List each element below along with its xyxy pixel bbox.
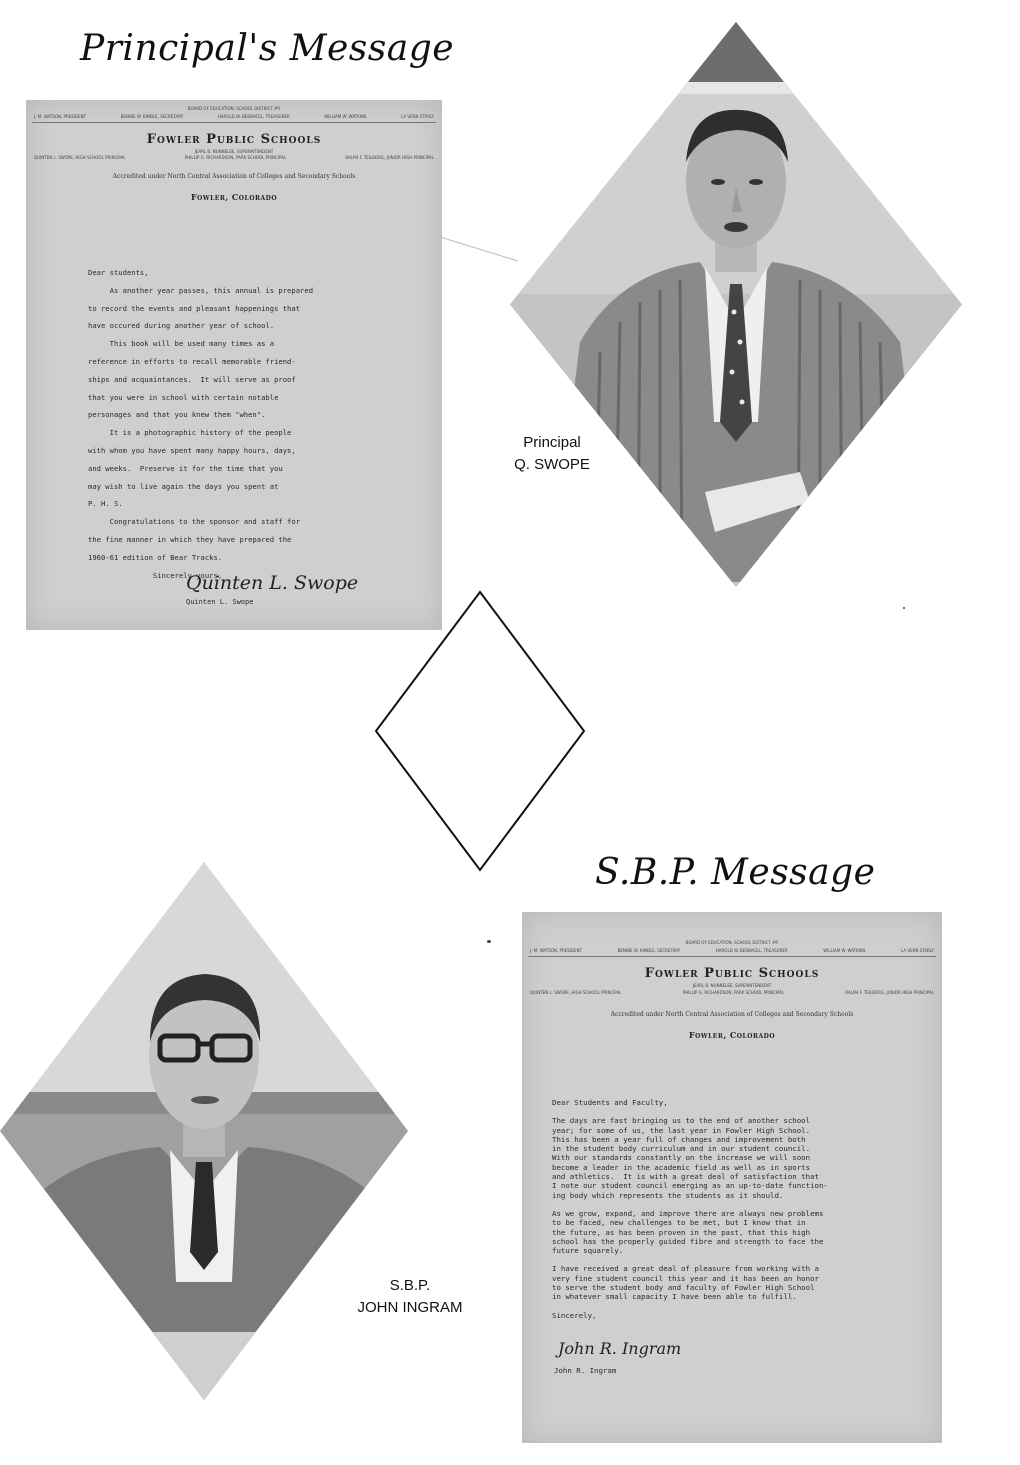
- letter-line: As we grow, expand, and improve there are always new problems: [552, 1208, 824, 1218]
- sbp-message-heading: S.B.P. Message: [595, 852, 876, 893]
- principal-caption-name: Q. SWOPE: [514, 456, 590, 473]
- sbp-signer-name: John R. Ingram: [554, 1366, 617, 1375]
- letter-line: year; for some of us, the last year in Fowler High School.: [552, 1125, 811, 1135]
- principal-caption: [490, 432, 614, 476]
- letter-line: become a leader in the academic field as well as in sports: [552, 1162, 811, 1172]
- letterhead-members: [26, 114, 442, 119]
- letter-line: to be faced, new challenges to be met, but I know that in: [552, 1218, 806, 1228]
- principal-signer-name: Quinten L. Swope: [186, 598, 254, 606]
- letterhead-superintendent: JEARL B. NUNNELEE, SUPERINTENDENT: [692, 983, 772, 988]
- sbp-caption-title: S.B.P.: [389, 1277, 431, 1294]
- letter-line: have occured during another year of school.: [88, 321, 275, 331]
- principal-message-heading: Principal's Message: [80, 28, 455, 69]
- letter-line: P. H. S.: [88, 499, 123, 509]
- letter-line: in whatever small capacity I have been able to fulfill.: [552, 1292, 797, 1302]
- letter-line: ing body which represents the students as it should.: [552, 1190, 784, 1200]
- letterhead-principal: PHILLIP G. RICHARDSON, PARK SCHOOL PRINCIPAL: [184, 155, 287, 160]
- letterhead-city: Fowler, Colorado: [190, 192, 278, 202]
- letter-line: personages and that you knew them "when".: [88, 410, 266, 420]
- letterhead-member: WILLIAM W. WATKINS: [324, 114, 367, 119]
- letter-line: ships and acquaintances. It will serve as proof: [88, 374, 296, 384]
- letter-line: It is a photographic history of the people: [88, 428, 292, 438]
- letter-line: I have received a great deal of pleasure from working with a: [552, 1264, 819, 1274]
- letter-line: future squarely.: [552, 1246, 624, 1256]
- letterhead-principal: RALPH F. TEILBORG, JUNIOR HIGH PRINCIPAL: [845, 990, 934, 995]
- letterhead-member: HAROLD W. BERBACEL, TREASURER: [217, 114, 290, 119]
- letterhead-member: LA VERN STARLY: [901, 948, 934, 953]
- center-diamond-ornament: [374, 590, 586, 872]
- letter-greeting: Dear Students and Faculty,: [552, 1098, 668, 1107]
- letter-line: the fine manner in which they have prepared the: [88, 534, 292, 544]
- letter-line: to serve the student body and faculty of Fowler High School: [552, 1283, 815, 1293]
- letterhead-member: LA VERN STARLY: [401, 114, 434, 119]
- print-speck: [487, 940, 491, 943]
- letter-line: Sincerely yours,: [88, 570, 223, 580]
- decorative-line: [440, 235, 520, 265]
- letterhead-rule: [32, 122, 436, 123]
- letter-line: As another year passes, this annual is prepared: [88, 285, 314, 295]
- letterhead-member: J. M. WATSON, PRESIDENT: [530, 948, 583, 953]
- print-speck: [903, 607, 905, 609]
- letterhead-city: Fowler, Colorado: [688, 1030, 776, 1040]
- letterhead-member: BENNIE W. KIMBLE, SECRETARY: [120, 114, 184, 119]
- letterhead-school-name: Fowler Public Schools: [644, 966, 820, 981]
- letterhead-principal: RALPH F. TEILBORG, JUNIOR HIGH PRINCIPAL: [345, 155, 434, 160]
- sbp-photo: [0, 862, 408, 1400]
- letterhead-member: HAROLD W. BERBACEL, TREASURER: [715, 948, 788, 953]
- letterhead-member: J. M. WATSON, PRESIDENT: [34, 114, 87, 119]
- letterhead-board-line: BOARD OF EDUCATION, SCHOOL DISTRICT #R: [187, 106, 281, 111]
- letterhead-principal: QUINTEN L. SWOPE, HIGH SCHOOL PRINCIPAL: [34, 155, 126, 160]
- letter-line: that you were in school with certain notable: [88, 392, 279, 402]
- letter-paragraph: [552, 1209, 937, 1255]
- letterhead-accreditation: Accredited under North Central Association of Colleges and Secondary Schools: [610, 1011, 854, 1018]
- letter-line: 1960-61 edition of Bear Tracks.: [88, 552, 223, 562]
- letter-line: the future, as has been proven in the past, that this high: [552, 1227, 811, 1237]
- letter-line: very fine student council this year and it has been an honor: [552, 1273, 819, 1283]
- letterhead-principal: PHILLIP G. RICHARDSON, PARK SCHOOL PRINCIPAL: [682, 990, 785, 995]
- letter-paragraph: [552, 1116, 937, 1200]
- letter-line: school has the properly guided fibre and strength to face the: [552, 1236, 824, 1246]
- letterhead-principals: [26, 155, 442, 160]
- principal-photo: [510, 22, 962, 587]
- letterhead-accreditation: Accredited under North Central Association of Colleges and Secondary Schools: [112, 173, 356, 180]
- letterhead-member: BENNIE W. KIMBLE, SECRETARY: [617, 948, 681, 953]
- letter-line: and weeks. Preserve it for the time that you: [88, 463, 283, 473]
- letter-line: The days are fast bringing us to the end of another school: [552, 1116, 811, 1126]
- letter-paragraph: [552, 1264, 937, 1301]
- letter-line: reference in efforts to recall memorable friend-: [88, 356, 296, 366]
- principal-caption-title: Principal: [523, 434, 581, 451]
- principal-portrait: [510, 22, 962, 587]
- letter-line: This book will be used many times as a: [88, 339, 275, 349]
- principal-letter: [26, 100, 442, 630]
- sbp-letter-body: [552, 1098, 937, 1329]
- letterhead-superintendent: JEARL B. NUNNELEE, SUPERINTENDENT: [194, 149, 274, 154]
- sbp-portrait: [0, 862, 408, 1400]
- letterhead-principals: [522, 990, 942, 995]
- letter-line: in the student body curriculum and in our student council.: [552, 1144, 811, 1154]
- letter-line: I note our student council emerging as an up-to-date function-: [552, 1181, 828, 1191]
- letterhead-principal: QUINTEN L. SWOPE, HIGH SCHOOL PRINCIPAL: [530, 990, 622, 995]
- letter-line: Dear students,: [88, 268, 149, 277]
- letter-line: and athletics. It is with a great deal of satisfaction that: [552, 1172, 819, 1182]
- letter-closing: Sincerely,: [552, 1310, 597, 1320]
- letter-line: With our standards constantly on the increase we will soon: [552, 1153, 811, 1163]
- letter-line: may wish to live again the days you spent at: [88, 481, 279, 491]
- principal-signature: Quinten L. Swope: [186, 572, 359, 594]
- sbp-signature: John R. Ingram: [558, 1339, 682, 1358]
- sbp-caption: [340, 1275, 480, 1319]
- letterhead-members: [522, 948, 942, 953]
- sbp-caption-name: JOHN INGRAM: [357, 1299, 463, 1316]
- letter-line: This has been a year full of changes and improvement both: [552, 1134, 806, 1144]
- letterhead-rule: [528, 956, 936, 957]
- letterhead-board-line: BOARD OF EDUCATION, SCHOOL DISTRICT #R: [685, 940, 779, 945]
- sbp-letter: [522, 912, 942, 1443]
- principal-letter-body: [88, 264, 428, 584]
- letterhead-school-name: Fowler Public Schools: [146, 132, 322, 147]
- letter-line: to record the events and pleasant happenings that: [88, 303, 301, 313]
- letter-line: with whom you have spent many happy hours, days,: [88, 445, 296, 455]
- letterhead-member: WILLIAM W. WATKINS: [823, 948, 866, 953]
- letter-line: Congratulations to the sponsor and staff for: [88, 517, 301, 527]
